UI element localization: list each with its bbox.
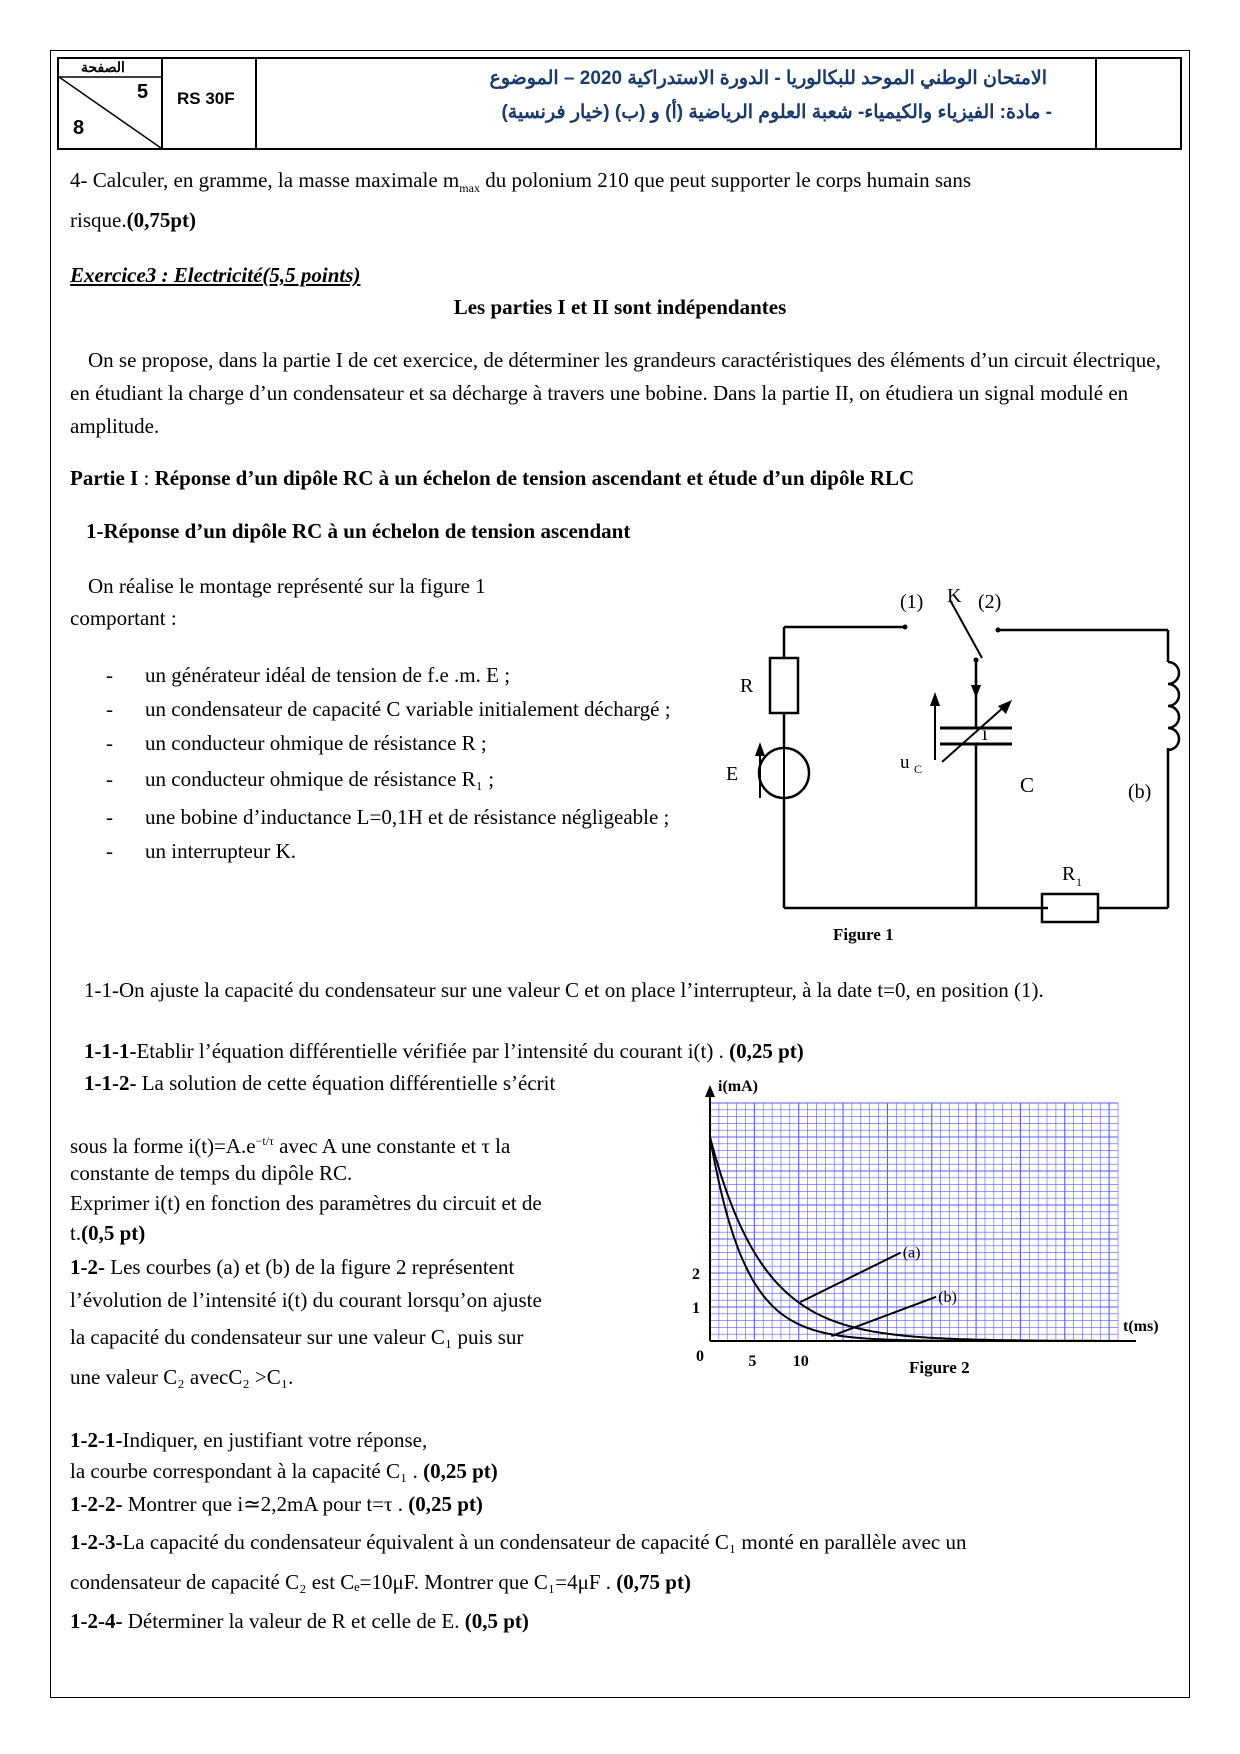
label-r1: R xyxy=(1062,863,1076,885)
question-4 xyxy=(70,165,1180,203)
q124-line xyxy=(70,1606,529,1636)
exam-title-line2: - مادة: الفيزياء والكيمياء- شعبة العلوم الرياضية (أ) و (ب) (خيار فرنسية) xyxy=(501,102,1052,123)
label-e: E xyxy=(726,763,739,785)
page-number-box xyxy=(59,59,163,148)
partie1-label: Partie I xyxy=(70,466,139,490)
q4-line2: risque. xyxy=(70,208,127,232)
q112-b: sous la forme i(t)=A.e xyxy=(70,1134,256,1158)
label-pos1: (1) xyxy=(900,591,924,613)
label-k: K xyxy=(947,585,962,607)
current-arrow-head xyxy=(971,685,981,698)
label-i: i xyxy=(982,723,988,745)
y-tick-label: 2 xyxy=(692,1266,700,1283)
q121-a: Indiquer, en justifiant votre réponse, xyxy=(122,1428,428,1452)
q12-num: 1-2- xyxy=(70,1255,105,1279)
q111-num: 1-1-1- xyxy=(84,1039,137,1063)
e-arrow-head xyxy=(755,742,765,756)
q112-line-f xyxy=(70,1218,145,1248)
q112-points: (0,5 pt) xyxy=(81,1221,146,1245)
uc-arrow-head xyxy=(930,692,940,706)
x-axis-label: t(ms) xyxy=(1123,1318,1159,1335)
q123-num: 1-2-3- xyxy=(70,1530,123,1554)
figure1-caption: Figure 1 xyxy=(833,925,894,944)
switch-pivot xyxy=(974,658,979,663)
q124-num: 1-2-4- xyxy=(70,1609,123,1633)
q112-d: constante de temps du dipôle RC. xyxy=(70,1161,353,1185)
q12-a: Les courbes (a) et (b) de la figure 2 représentent xyxy=(105,1255,515,1279)
q112-c: avec A une constante et τ la xyxy=(273,1134,511,1158)
list-item: - un condensateur de capacité C variable initialement déchargé ; xyxy=(70,693,690,725)
q122-text: Montrer que i≃2,2mA pour t=τ . xyxy=(122,1492,409,1516)
label-b: (b) xyxy=(1128,781,1152,803)
q112-exp: −t/τ xyxy=(255,1134,274,1148)
q112-num: 1-1-2- xyxy=(84,1071,137,1095)
exercise-title: Exercice3 : Electricité(5,5 points) xyxy=(70,263,361,287)
montage-intro-line2: comportant : xyxy=(70,606,177,630)
q112-line1 xyxy=(84,1068,555,1098)
q112-a: La solution de cette équation différentielle s’écrit xyxy=(136,1071,556,1095)
q123-line2 xyxy=(70,1567,691,1597)
q4-text-start: 4- Calculer, en gramme, la masse maximale m xyxy=(70,168,460,192)
q121-line2 xyxy=(70,1456,498,1486)
q121-num: 1-2-1- xyxy=(70,1428,123,1452)
header-blank-box xyxy=(1097,59,1180,148)
label-r1-sub: 1 xyxy=(1076,875,1082,889)
q122-points: (0,25 pt) xyxy=(408,1492,483,1516)
exam-title-box xyxy=(257,59,1097,148)
q112-f: t. xyxy=(70,1221,82,1245)
q122-line xyxy=(70,1489,483,1519)
variable-arrow xyxy=(942,706,1005,762)
y-axis-label: i(mA) xyxy=(718,1080,758,1095)
q12-d: une valeur C₂ avecC₂ >C₁. xyxy=(70,1365,294,1389)
q111-text: Etablir l’équation différentielle vérifiée par l’intensité du courant i(t) . xyxy=(136,1039,730,1063)
q12-line1 xyxy=(70,1252,514,1282)
q112-e: Exprimer i(t) en fonction des paramètres du circuit et de xyxy=(70,1191,542,1215)
figure2-caption: Figure 2 xyxy=(909,1358,970,1377)
label-uc-sub: C xyxy=(914,762,923,776)
variable-arrow-head xyxy=(998,700,1012,714)
component-list xyxy=(70,659,690,867)
figure2-chart xyxy=(680,1080,1160,1420)
series-arrow xyxy=(800,1253,900,1303)
q124-text: Déterminer la valeur de R et celle de E. xyxy=(122,1609,465,1633)
q123-b: condensateur de capacité C₂ est Cₑ=10μF. Montrer que C₁=4μF . xyxy=(70,1570,617,1594)
list-item: - un conducteur ohmique de résistance R₁ ; xyxy=(70,763,690,795)
label-c: C xyxy=(1020,773,1035,797)
q122-num: 1-2-2- xyxy=(70,1492,123,1516)
question-4-line2 xyxy=(70,205,196,235)
series-arrow xyxy=(831,1297,936,1336)
list-item: - un conducteur ohmique de résistance R ; xyxy=(70,727,690,759)
x-tick-label: 5 xyxy=(748,1353,757,1370)
switch-pos2 xyxy=(996,628,1001,633)
q4-text-end: du polonium 210 que peut supporter le corps humain sans xyxy=(479,168,972,192)
q121-line1 xyxy=(70,1425,427,1455)
list-item: - un interrupteur K. xyxy=(70,835,690,867)
resistor-r xyxy=(770,658,798,713)
exam-code: RS 30F xyxy=(177,89,235,108)
q12-c: la capacité du condensateur sur une valeur C₁ puis sur xyxy=(70,1325,524,1349)
q123-a: La capacité du condensateur équivalent à un condensateur de capacité C₁ monté en parallèle avec un xyxy=(122,1530,967,1554)
q121-points: (0,25 pt) xyxy=(423,1459,498,1483)
exercise-intro: On se propose, dans la partie I de cet exercice, de déterminer les grandeurs caractéristiques des éléments d’un circuit électrique, en étudiant la charge d’un condensateur et sa décharge à travers une bobine. Dans la partie II, on étudiera un signal modulé en amplitude. xyxy=(70,348,1161,438)
page-total: 8 xyxy=(73,117,85,139)
page-label: الصفحة xyxy=(81,59,125,75)
exam-header xyxy=(57,57,1182,150)
section1-title: 1-Réponse d’un dipôle RC à un échelon de tension ascendant xyxy=(86,519,631,543)
montage-intro-line1: On réalise le montage représenté sur la figure 1 xyxy=(88,574,486,598)
partie1-sep: : xyxy=(138,466,155,490)
q111-points: (0,25 pt) xyxy=(729,1039,804,1063)
q12-b: l’évolution de l’intensité i(t) du courant lorsqu’on ajuste xyxy=(70,1288,542,1312)
figure1-circuit xyxy=(700,580,1190,960)
exam-title-line1: الامتحان الوطني الموحد للبكالوريا - الدورة الاستدراكية 2020 – الموضوع xyxy=(489,68,1047,89)
switch-pos1 xyxy=(903,625,908,630)
label-pos2: (2) xyxy=(978,591,1002,613)
q121-b: la courbe correspondant à la capacité C₁ . xyxy=(70,1459,424,1483)
exercise-subtitle: Les parties I et II sont indépendantes xyxy=(453,295,787,319)
y-axis-arrow xyxy=(705,1085,715,1097)
page-number: 5 xyxy=(137,81,149,103)
q123-points: (0,75 pt) xyxy=(616,1570,691,1594)
list-item: - une bobine d’inductance L=0,1H et de résistance négligeable ; xyxy=(70,801,690,833)
exam-code-box xyxy=(163,59,257,148)
partie1-heading xyxy=(70,463,1180,493)
q111 xyxy=(84,1036,804,1066)
q4-sub: max xyxy=(459,181,480,196)
q124-points: (0,5 pt) xyxy=(464,1609,529,1633)
label-r: R xyxy=(740,675,754,697)
q4-points: (0,75pt) xyxy=(126,208,196,232)
resistor-r1 xyxy=(1042,894,1098,922)
series-label: (a) xyxy=(902,1244,921,1262)
coil-b xyxy=(1168,662,1179,750)
label-uc: u xyxy=(900,752,910,773)
q123-line1 xyxy=(70,1527,1180,1557)
q11-text: 1-1-On ajuste la capacité du condensateur sur une valeur C et on place l’interrupteur, à la date t=0, en position (1). xyxy=(84,978,1044,1002)
q112-line2 xyxy=(70,1126,510,1161)
partie1-title: Réponse d’un dipôle RC à un échelon de tension ascendant et étude d’un dipôle RLC xyxy=(154,466,915,490)
y-tick-label: 1 xyxy=(692,1300,700,1317)
x-tick-label: 10 xyxy=(792,1353,809,1370)
series-label: (b) xyxy=(938,1288,957,1306)
x-tick-label: 0 xyxy=(696,1348,704,1365)
list-item: - un générateur idéal de tension de f.e .m. E ; xyxy=(70,659,690,691)
